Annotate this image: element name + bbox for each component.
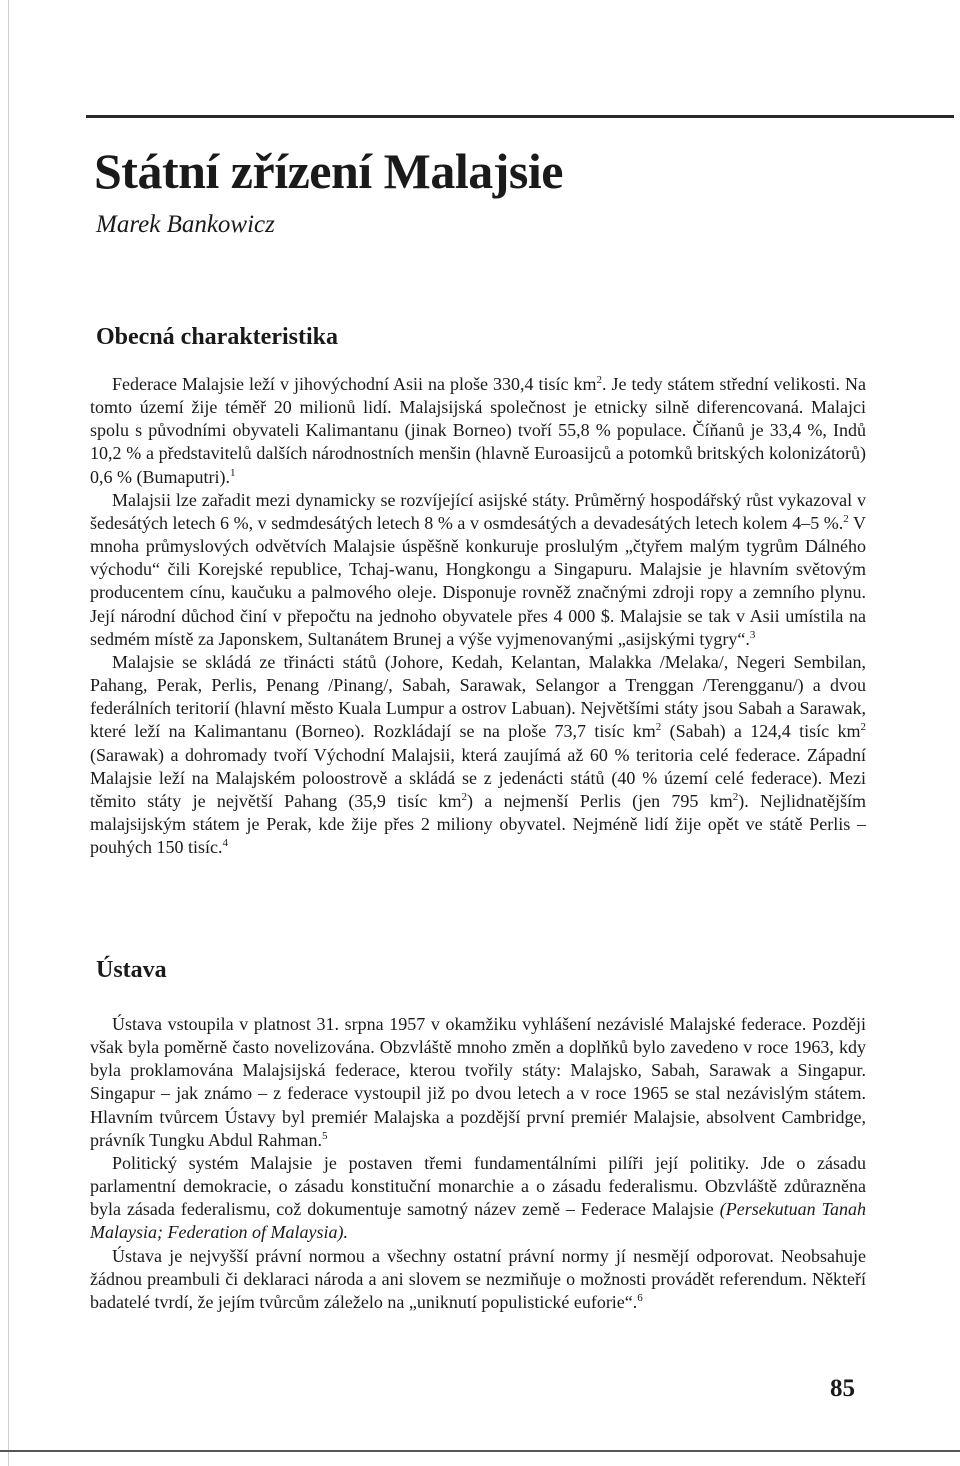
article-author: Marek Bankowicz bbox=[96, 211, 275, 238]
footnote-ref: 4 bbox=[222, 837, 228, 850]
top-rule bbox=[86, 115, 954, 118]
paragraph bbox=[90, 1245, 866, 1314]
text-run: (Sabah) a 124,4 tisíc km bbox=[661, 721, 861, 742]
footnote-ref: 5 bbox=[322, 1129, 328, 1142]
text-run: Malajsii lze zařadit mezi dynamicky se rozvíjející asijské státy. Průměrný hospodářský růst vykazoval v šedesátých letech 6 %, v sedmdesátých letech 8 % a v osmdesátých a devadesátých letech kolem 4–5 %. bbox=[90, 489, 866, 533]
footnote-ref: 6 bbox=[637, 1291, 643, 1304]
text-run: . Je tedy státem střední velikosti. Na tomto území žije téměř 20 milionů lidí. Malajsijská společnost je etnicky silně diferencovaná. Malajci spolu s původními obyvateli Kalimantanu (jinak Borneo) tvoří 55,8 % populace. Číňanů je 33,4 %, Indů 10,2 % a představitelů dalších národnostních menšin (hlavně Euroasijců a potomků britských kolonizátorů) 0,6 % (Bumaputri). bbox=[90, 374, 866, 487]
paragraph bbox=[90, 651, 866, 859]
paragraph bbox=[90, 373, 866, 489]
superscript: 2 bbox=[655, 721, 662, 734]
paragraph bbox=[90, 1152, 866, 1245]
superscript: 2 bbox=[596, 374, 602, 386]
paragraph bbox=[90, 1013, 866, 1152]
superscript: 2 bbox=[860, 721, 866, 734]
article-title: Státní zřízení Malajsie bbox=[94, 143, 563, 199]
section-general-body bbox=[90, 373, 866, 859]
text-run: Federace Malajsie leží v jihovýchodní Asii na ploše 330,4 tisíc km bbox=[112, 374, 597, 394]
section-constitution-body bbox=[90, 1013, 866, 1314]
text-run: V mnoha průmyslových odvětvích Malajsie úspěšně konkuruje proslulým „čtyřem malým tygrům Dálného východu“ čili Korejské republice, Tchaj-wanu, Hongkongu a Singapuru. Malajsie je hlavním světovým producentem cínu, kaučuku a palmového oleje. Disponuje rovněž značnými zdroji ropy a zemního plynu. Její národní důchod činí v přepočtu na jednoho obyvatele přes 4 000 $. Malajsie se tak v Asii umístila na sedmém místě za Japonskem, Sultanátem Brunej a výše vyjmenovanými „asijskými tygry“. bbox=[90, 512, 866, 649]
text-run: ) a nejmenší Perlis (jen 795 km bbox=[467, 790, 733, 811]
text-run: Ústava vstoupila v platnost 31. srpna 1957 v okamžiku vyhlášení nezávislé Malajské federace. Později však byla poměrně často novelizována. Obzvláště mnoho změn a doplňků bylo zavedeno v roce 1963, kdy byla proklamována Malajsijská federace, kterou tvořily státy: Malajsko, Sabah, Sarawak a Singapur. Singapur – jak známo – z federace vystoupil již po dvou letech a v roce 1965 se stal nezávislým státem. Hlavním tvůrcem Ústavy byl premiér Malajska a pozdější první premiér Malajsie, absolvent Cambridge, právník Tungku Abdul Rahman. bbox=[90, 1014, 866, 1150]
text-run: Politický systém Malajsie je postaven třemi fundamentálními pilíři její politiky. Jde o zásadu parlamentní demokracie, o zásadu konstituční monarchie a o zásadu federalismu. Obzvláště zdůrazněna byla zásada federalismu, což dokumentuje samotný název země – Federace Malajsie bbox=[90, 1152, 866, 1220]
text-run: ). Nejlidnatějším malajsijským státem je Perak, kde žije přes 2 miliony obyvatel. Nejméně lidí žije opět ve státě Perlis – pouhých 150 tisíc. bbox=[90, 790, 866, 858]
text-run: Malajsie se skládá ze třinácti států (Johore, Kedah, Kelantan, Malakka /Melaka/, Negeri Sembilan, Pahang, Perak, Perlis, Penang /Pinang/, Sabah, Sarawak, Selangor a Trenggan /Terengganu/) a dvou federálních teritorií (hlavní město Kuala Lumpur a ostrov Labuan). Největšími státy jsou Sabah a Sarawak, které leží na Kalimantanu (Borneo). Rozkládají se na ploše 73,7 tisíc km bbox=[90, 651, 866, 742]
paragraph bbox=[90, 489, 866, 651]
page-number: 85 bbox=[830, 1375, 855, 1402]
italic-run: (Persekutuan Tanah Malaysia; Federation of Malaysia). bbox=[90, 1199, 866, 1243]
scan-left-edge bbox=[8, 0, 9, 1466]
footnote-ref: 2 bbox=[843, 512, 849, 525]
superscript: 2 bbox=[732, 790, 739, 803]
section-heading-general: Obecná charakteristika bbox=[96, 324, 338, 350]
bottom-rule bbox=[0, 1450, 960, 1452]
superscript: 2 bbox=[461, 790, 467, 803]
footnote-ref: 1 bbox=[229, 466, 236, 479]
text-run: (Sarawak) a dohromady tvoří Východní Malajsii, která zaujímá až 60 % teritoria celé federace. Západní Malajsie leží na Malajském poloostrově a skládá se z jedenácti států (40 % území celé federace). Mezi těmito státy je největší Pahang (35,9 tisíc km bbox=[90, 744, 866, 811]
text-run: Ústava je nejvyšší právní normou a všechny ostatní právní normy jí nesmějí odporovat. Neobsahuje žádnou preambuli či deklaraci národa a ani slovem se nezmiňuje o možnosti provádět referendum. Někteří badatelé tvrdí, že jejím tvůrcům záleželo na „uniknutí populistické euforie“. bbox=[90, 1245, 866, 1312]
footnote-ref: 3 bbox=[749, 628, 756, 641]
section-heading-constitution: Ústava bbox=[96, 957, 167, 983]
